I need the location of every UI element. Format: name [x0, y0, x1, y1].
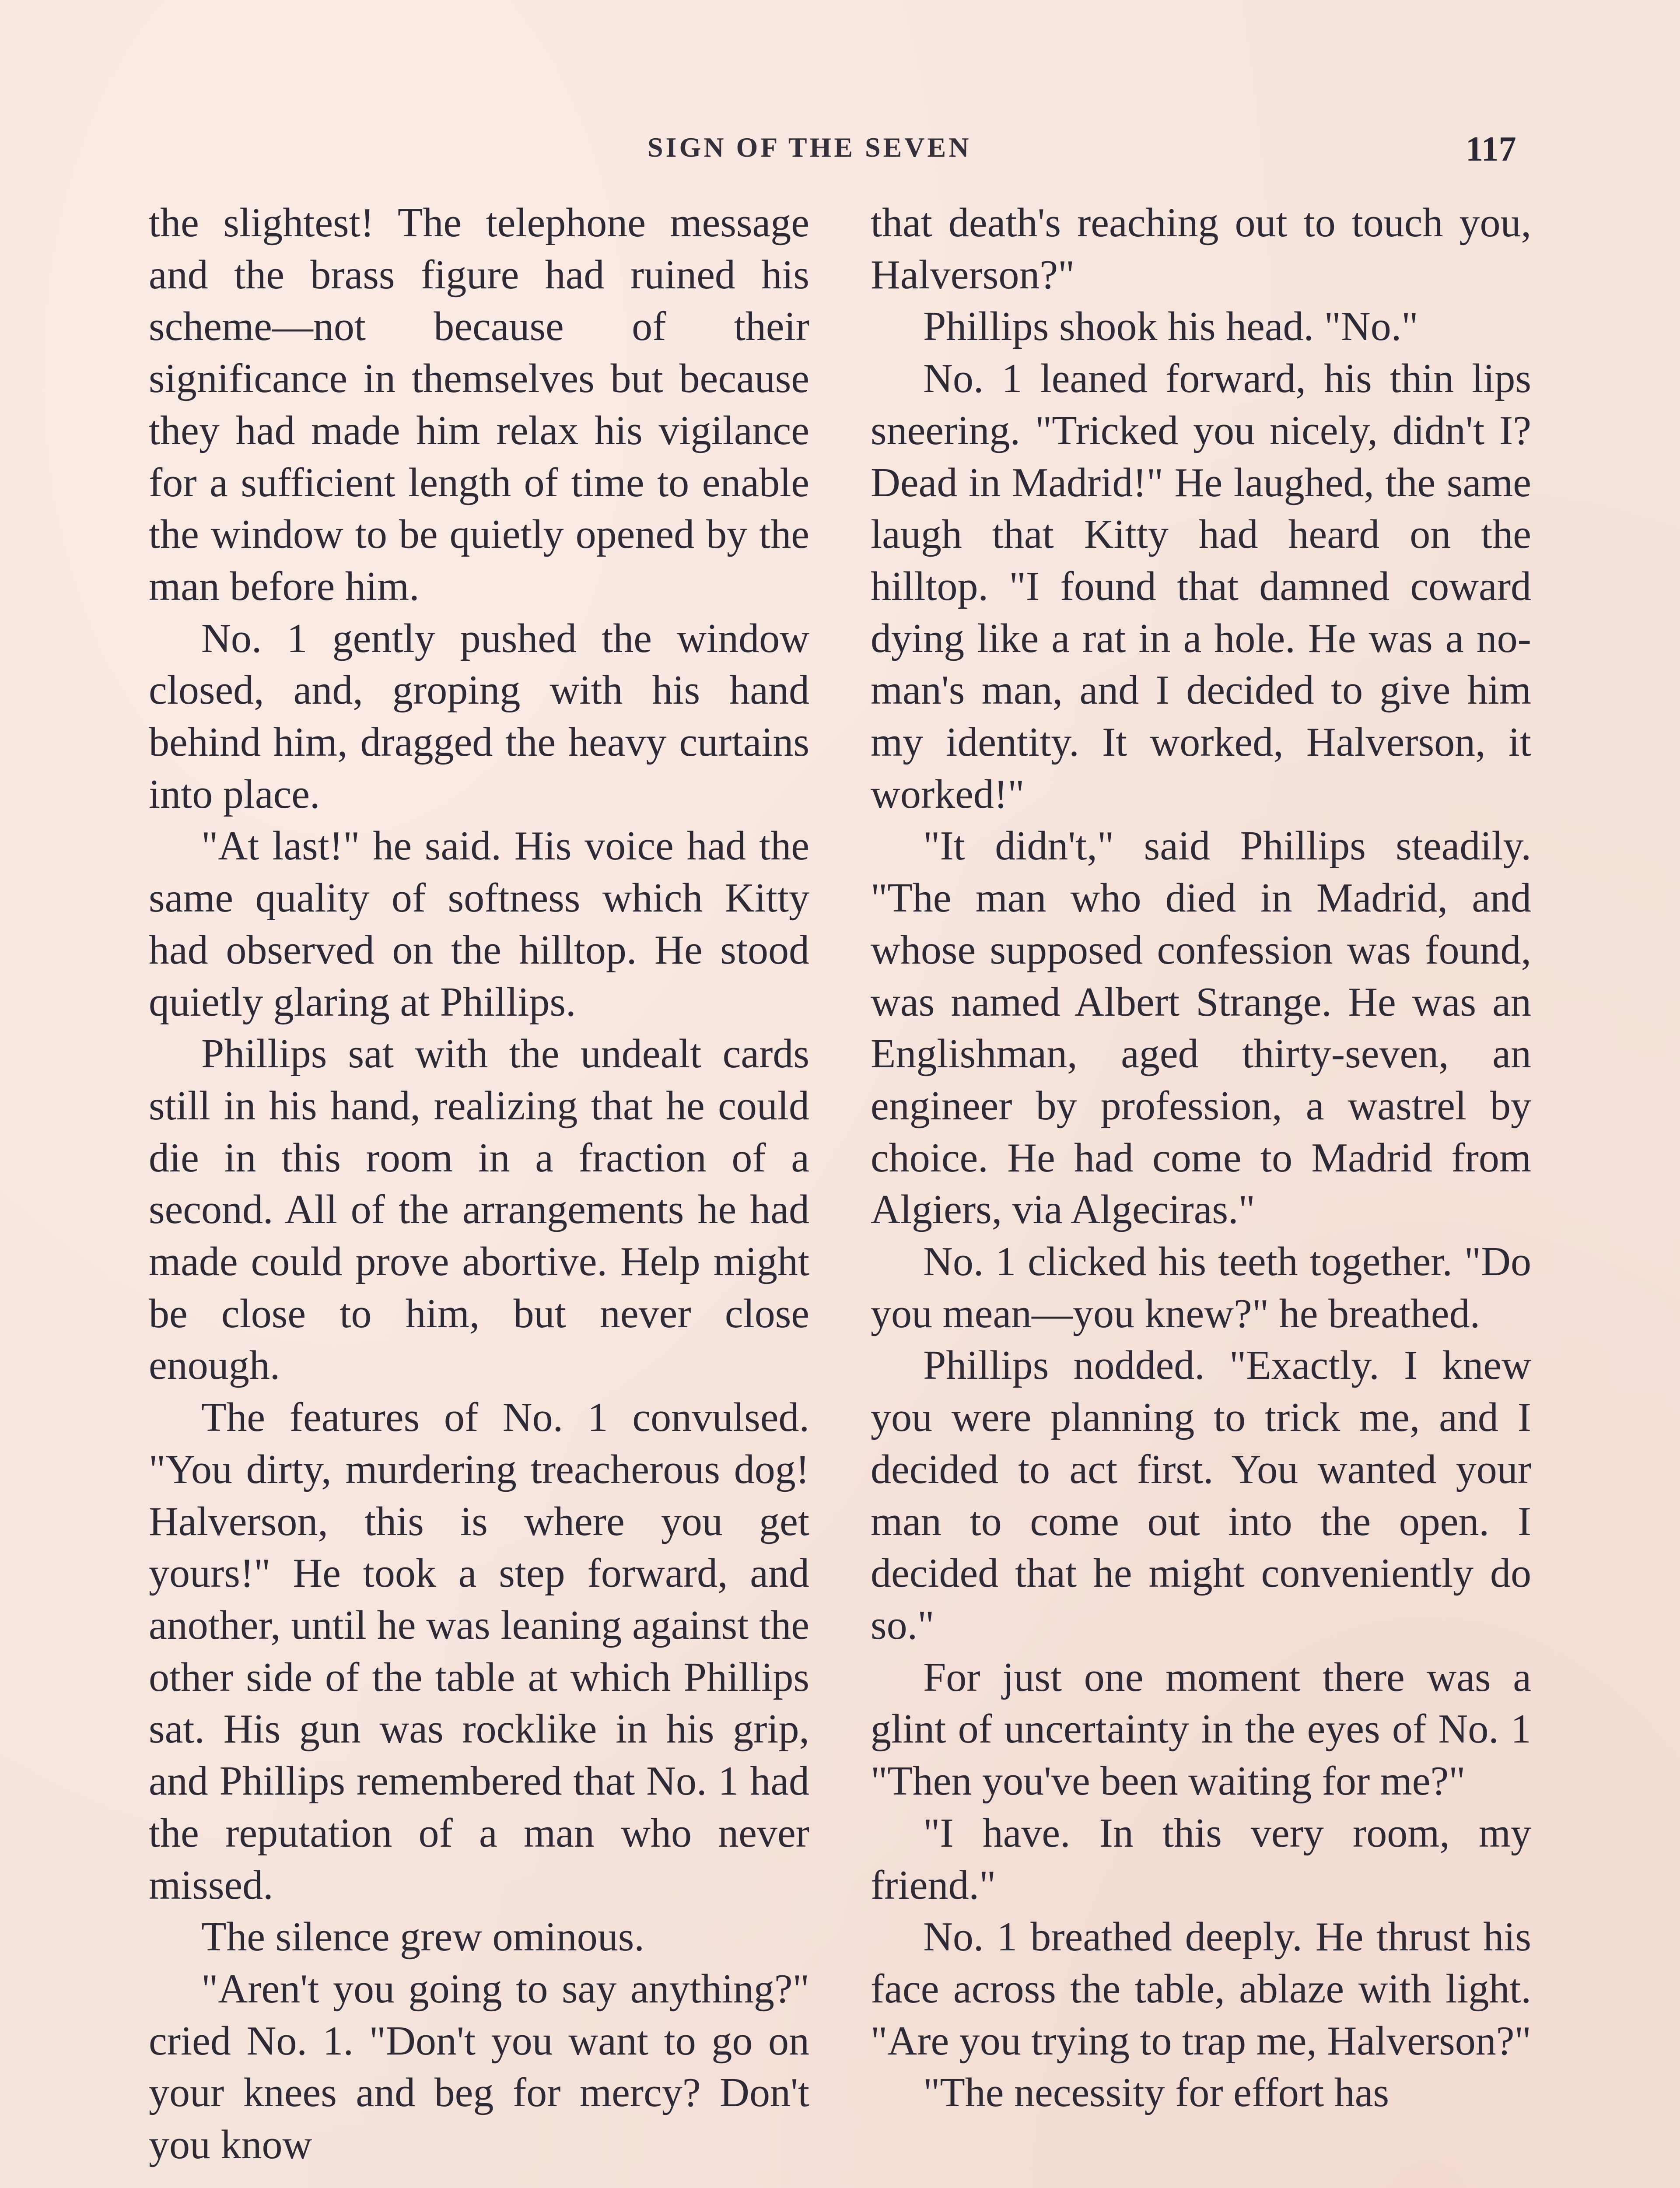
page-number: 117	[1466, 130, 1516, 168]
paragraph: No. 1 clicked his teeth together. "Do you mean—you knew?" he breathed.	[871, 1239, 1531, 1336]
running-title: SIGN OF THE SEVEN	[648, 132, 972, 163]
paragraph: No. 1 gently pushed the window closed, and, groping with his hand behind him, dragged the heavy curtains into place.	[149, 615, 809, 817]
paragraph: "I have. In this very room, my friend."	[871, 1810, 1531, 1908]
paragraph: "The necessity for effort has	[923, 2070, 1390, 2116]
paragraph: Phillips shook his head. "No."	[923, 304, 1418, 350]
paragraph: "It didn't," said Phillips steadily. "The man who died in Madrid, and whose supposed confession was found, was named Albert Strange. He was an Englishman, aged thirty-seven, an engineer by profession, a wastrel by choice. He had come to Madrid from Algiers, via Algeciras."	[871, 823, 1531, 1233]
paragraph: "At last!" he said. His voice had the same quality of softness which Kitty had observed on the hilltop. He stood quietly glaring at Phillips.	[149, 823, 809, 1025]
paragraph: The silence grew ominous.	[201, 1914, 644, 1960]
paragraph: Phillips sat with the undealt cards still in his hand, realizing that he could die in this room in a fraction of a second. All of the arrangements he had made could prove abortive. Help might be close to him, but never close enough.	[149, 1031, 809, 1389]
paragraph: No. 1 breathed deeply. He thrust his face across the table, ablaze with light. "Are you trying to trap me, Halverson?"	[871, 1914, 1531, 2064]
paragraph: Phillips nodded. "Exactly. I knew you were planning to trick me, and I decided to act first. You wanted your man to come out into the open. I decided that he might conveniently do so."	[871, 1343, 1531, 1648]
paragraph: No. 1 leaned forward, his thin lips sneering. "Tricked you nicely, didn't I? Dead in Madrid!" He laughed, the same laugh that Kitty had heard on the hilltop. "I found that damned coward dying like a rat in a hole. He was a no-man's man, and I decided to give him my identity. It worked, Halverson, it worked!"	[871, 356, 1531, 817]
paragraph: For just one moment there was a glint of uncertainty in the eyes of No. 1 "Then you've been waiting for me?"	[871, 1654, 1531, 1804]
paragraph: that death's reaching out to touch you, Halverson?"	[871, 200, 1531, 298]
left-text-column	[149, 197, 809, 2171]
paragraph: "Aren't you going to say anything?" cried No. 1. "Don't you want to go on your knees and beg for mercy? Don't you know	[149, 1966, 809, 2168]
paragraph: the slightest! The telephone message and the brass figure had ruined his scheme—not because of their significance in themselves but because they had made him relax his vigilance for a sufficient length of time to enable the window to be quietly opened by the man before him.	[149, 200, 809, 609]
right-text-column	[871, 197, 1531, 2119]
paragraph: The features of No. 1 convulsed. "You dirty, murdering treacherous dog! Halverson, this is where you get yours!" He took a step forward, and another, until he was leaning against the other side of the table at which Phillips sat. His gun was rocklike in his grip, and Phillips remembered that No. 1 had the reputation of a man who never missed.	[149, 1395, 809, 1908]
